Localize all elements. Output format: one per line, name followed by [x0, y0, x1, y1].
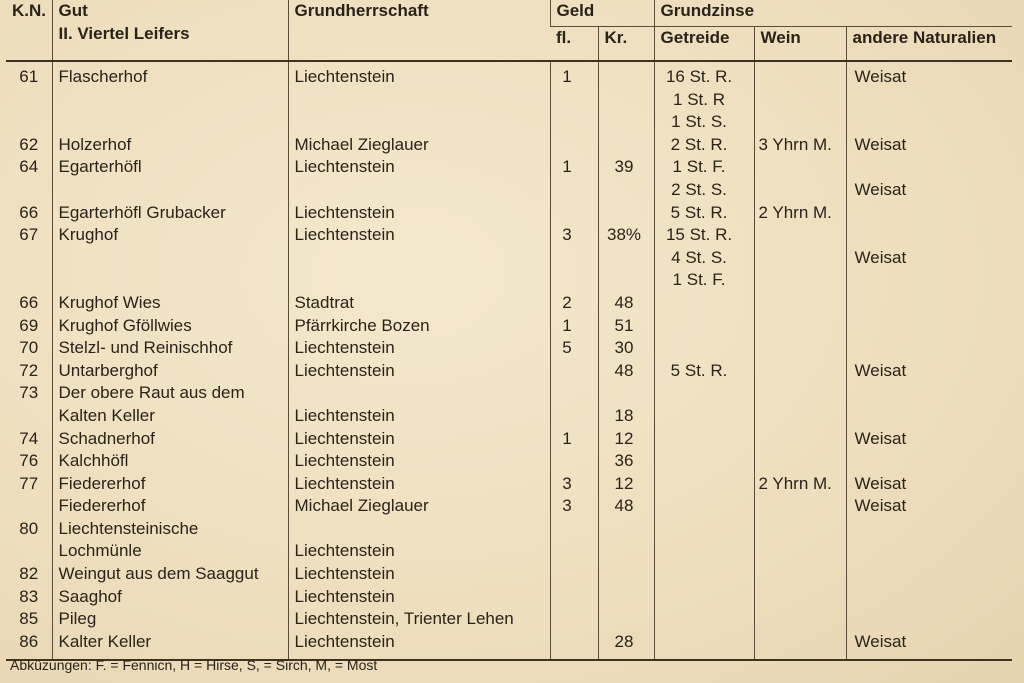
- cell-fl: [550, 608, 598, 631]
- cell-gut: Lochmünle: [52, 540, 288, 563]
- cell-gut: Saaghof: [52, 586, 288, 609]
- cell-wein: [754, 337, 846, 360]
- header-grundherrschaft: Grundherrschaft: [288, 0, 550, 61]
- cell-getreide: 1 St. S.: [654, 111, 754, 134]
- cell-kr: [598, 269, 654, 292]
- cell-fl: 1: [550, 156, 598, 179]
- cell-fl: 1: [550, 315, 598, 338]
- table-row: [6, 337, 1012, 360]
- cell-kr: 48: [598, 495, 654, 518]
- cell-kn: 72: [19, 360, 39, 380]
- cell-naturalien: [846, 382, 1012, 405]
- cell-wein: [754, 540, 846, 563]
- table-row: [6, 382, 1012, 405]
- cell-wein: 2 Yhrn M.: [754, 202, 846, 225]
- cell-fl: [550, 518, 598, 541]
- cell-getreide: 2 St. S.: [654, 179, 754, 202]
- cell-wein: [754, 292, 846, 315]
- cell-kr: 28: [598, 631, 654, 661]
- cell-grundherrschaft: Pfärrkirche Bozen: [288, 315, 550, 338]
- table-row: [6, 269, 1012, 292]
- cell-gut: Schadnerhof: [52, 428, 288, 451]
- cell-kn: 67: [19, 225, 39, 245]
- cell-kn: 66: [19, 292, 39, 312]
- cell-wein: [754, 89, 846, 112]
- table-row: [6, 450, 1012, 473]
- cell-getreide: [654, 382, 754, 405]
- cell-grundherrschaft: Liechtenstein: [288, 450, 550, 473]
- cell-kr: [598, 540, 654, 563]
- cell-grundherrschaft: Michael Zieglauer: [288, 495, 550, 518]
- cell-gut: Fiedererhof: [52, 495, 288, 518]
- cell-kr: [598, 563, 654, 586]
- cell-grundherrschaft: [288, 89, 550, 112]
- cell-naturalien: [846, 518, 1012, 541]
- cell-kr: [598, 111, 654, 134]
- cell-kr: 18: [598, 405, 654, 428]
- cell-wein: [754, 224, 846, 247]
- cell-wein: [754, 405, 846, 428]
- cell-wein: [754, 247, 846, 270]
- table-row: [6, 631, 1012, 661]
- cell-fl: 1: [550, 428, 598, 451]
- cell-naturalien: [846, 111, 1012, 134]
- cell-gut: [52, 89, 288, 112]
- cell-getreide: [654, 450, 754, 473]
- cell-naturalien: [846, 563, 1012, 586]
- cell-kn: [6, 179, 52, 202]
- cell-grundherrschaft: [288, 382, 550, 405]
- cell-naturalien: Weisat: [846, 134, 1012, 157]
- table-row: [6, 134, 1012, 157]
- table-row: [6, 360, 1012, 383]
- cell-kn: 66: [19, 202, 39, 222]
- cell-fl: 1: [550, 61, 598, 89]
- header-kn: K.N.: [6, 0, 52, 61]
- cell-gut: Flascherhof: [52, 61, 288, 89]
- cell-grundherrschaft: Liechtenstein: [288, 540, 550, 563]
- table-row: [6, 518, 1012, 541]
- cell-getreide: [654, 405, 754, 428]
- cell-wein: [754, 315, 846, 338]
- cell-naturalien: Weisat: [846, 360, 1012, 383]
- table-row: [6, 315, 1012, 338]
- cell-kr: 51: [598, 315, 654, 338]
- cell-getreide: [654, 292, 754, 315]
- cell-wein: [754, 382, 846, 405]
- cell-kn: [6, 111, 52, 134]
- cell-naturalien: Weisat: [846, 61, 1012, 89]
- cell-grundherrschaft: Liechtenstein: [288, 156, 550, 179]
- cell-gut: Pileg: [52, 608, 288, 631]
- table-row: [6, 292, 1012, 315]
- cell-naturalien: Weisat: [846, 179, 1012, 202]
- cell-kr: 36: [598, 450, 654, 473]
- cell-wein: [754, 428, 846, 451]
- cell-grundherrschaft: Liechtenstein: [288, 224, 550, 247]
- footnote-abbreviations: Abküzungen: F. = Fennicn, H = Hirse, S, = Sirch, M, = Most: [10, 657, 378, 673]
- cell-getreide: [654, 608, 754, 631]
- table-row: [6, 89, 1012, 112]
- cell-gut: Fiedererhof: [52, 473, 288, 496]
- cell-gut: Untarberghof: [52, 360, 288, 383]
- cell-gut: Egarterhöfl: [52, 156, 288, 179]
- header-gut-line1: Gut: [58, 1, 88, 20]
- cell-kn: 83: [19, 586, 39, 606]
- table-row: [6, 247, 1012, 270]
- cell-wein: [754, 269, 846, 292]
- cell-gut: Krughof Gföllwies: [52, 315, 288, 338]
- cell-naturalien: Weisat: [846, 495, 1012, 518]
- header-gut: [52, 0, 288, 61]
- cell-naturalien: Weisat: [846, 428, 1012, 451]
- cell-grundherrschaft: Liechtenstein, Trienter Lehen: [288, 608, 550, 631]
- cell-gut: [52, 179, 288, 202]
- cell-naturalien: [846, 608, 1012, 631]
- cell-getreide: [654, 337, 754, 360]
- cell-fl: [550, 111, 598, 134]
- cell-wein: [754, 495, 846, 518]
- cell-naturalien: [846, 337, 1012, 360]
- cell-naturalien: [846, 269, 1012, 292]
- table-row: [6, 156, 1012, 179]
- cell-naturalien: [846, 202, 1012, 225]
- cell-kr: 39: [598, 156, 654, 179]
- cell-kr: [598, 89, 654, 112]
- cell-kn: 70: [19, 338, 39, 358]
- table-body: [6, 61, 1012, 660]
- cell-naturalien: [846, 450, 1012, 473]
- cell-grundherrschaft: Liechtenstein: [288, 337, 550, 360]
- cell-fl: [550, 586, 598, 609]
- cell-getreide: [654, 563, 754, 586]
- cell-fl: [550, 269, 598, 292]
- cell-kr: [598, 382, 654, 405]
- header-grundzinse: Grundzinse: [654, 0, 1012, 27]
- cell-kr: 12: [598, 428, 654, 451]
- cell-kr: 30: [598, 337, 654, 360]
- cell-fl: [550, 540, 598, 563]
- header-wein: Wein: [754, 27, 846, 62]
- cell-getreide: 15 St. R.: [654, 224, 754, 247]
- cell-naturalien: [846, 224, 1012, 247]
- cell-kn: 74: [19, 428, 39, 448]
- cell-gut: [52, 269, 288, 292]
- cell-fl: 3: [550, 495, 598, 518]
- cell-grundherrschaft: [288, 247, 550, 270]
- cell-wein: [754, 61, 846, 89]
- cell-naturalien: [846, 89, 1012, 112]
- cell-kn: 85: [19, 609, 39, 629]
- cell-kn: [6, 495, 52, 518]
- header-gut-line2: II. Viertel Leifers: [58, 23, 190, 43]
- cell-grundherrschaft: Liechtenstein: [288, 405, 550, 428]
- cell-grundherrschaft: [288, 111, 550, 134]
- cell-wein: 2 Yhrn M.: [754, 473, 846, 496]
- header-geld: Geld: [550, 0, 654, 27]
- cell-fl: [550, 179, 598, 202]
- cell-gut: Kalten Keller: [52, 405, 288, 428]
- cell-gut: Stelzl- und Reinischhof: [52, 337, 288, 360]
- cell-grundherrschaft: Liechtenstein: [288, 473, 550, 496]
- cell-fl: [550, 89, 598, 112]
- table-row: [6, 61, 1012, 89]
- cell-kn: [6, 405, 52, 428]
- cell-getreide: 16 St. R.: [654, 61, 754, 89]
- cell-kn: 77: [19, 473, 39, 493]
- cell-fl: 2: [550, 292, 598, 315]
- cell-fl: [550, 405, 598, 428]
- cell-kn: [6, 247, 52, 270]
- cell-getreide: [654, 315, 754, 338]
- cell-kn: [6, 540, 52, 563]
- cell-grundherrschaft: Liechtenstein: [288, 428, 550, 451]
- cell-naturalien: [846, 586, 1012, 609]
- table-row: [6, 473, 1012, 496]
- table-row: [6, 224, 1012, 247]
- cell-kn: 82: [19, 564, 39, 584]
- cell-getreide: [654, 540, 754, 563]
- cell-grundherrschaft: Liechtenstein: [288, 202, 550, 225]
- cell-kr: [598, 518, 654, 541]
- cell-kn: [6, 269, 52, 292]
- cell-getreide: [654, 428, 754, 451]
- cell-wein: [754, 156, 846, 179]
- table-row: [6, 111, 1012, 134]
- cell-kr: 12: [598, 473, 654, 496]
- cell-grundherrschaft: Liechtenstein: [288, 61, 550, 89]
- cell-kn: 64: [19, 157, 39, 177]
- cell-fl: [550, 382, 598, 405]
- cell-kn: 61: [19, 67, 39, 86]
- cell-grundherrschaft: Liechtenstein: [288, 563, 550, 586]
- cell-wein: [754, 179, 846, 202]
- cell-wein: [754, 608, 846, 631]
- cell-kn: 80: [19, 518, 39, 538]
- table-row: [6, 586, 1012, 609]
- cell-gut: Weingut aus dem Saaggut: [52, 563, 288, 586]
- cell-kn: [6, 89, 52, 112]
- cell-gut: Holzerhof: [52, 134, 288, 157]
- cell-gut: Liechtensteinische: [52, 518, 288, 541]
- table-row: [6, 179, 1012, 202]
- cell-kr: [598, 247, 654, 270]
- cell-grundherrschaft: [288, 179, 550, 202]
- cell-getreide: [654, 631, 754, 661]
- cell-gut: Krughof: [52, 224, 288, 247]
- cell-kr: [598, 608, 654, 631]
- table-row: [6, 540, 1012, 563]
- cell-gut: Kalter Keller: [52, 631, 288, 661]
- cell-wein: [754, 631, 846, 661]
- cell-gut: Kalchhöfl: [52, 450, 288, 473]
- cell-grundherrschaft: [288, 269, 550, 292]
- cell-fl: [550, 631, 598, 661]
- cell-grundherrschaft: Michael Zieglauer: [288, 134, 550, 157]
- cell-naturalien: Weisat: [846, 631, 1012, 661]
- cell-kn: 62: [19, 134, 39, 154]
- cell-gut: [52, 111, 288, 134]
- cell-kn: 86: [6, 631, 52, 661]
- cell-kr: 48: [598, 292, 654, 315]
- cell-naturalien: Weisat: [846, 247, 1012, 270]
- cell-kr: 38%: [598, 224, 654, 247]
- cell-fl: [550, 450, 598, 473]
- cell-grundherrschaft: [288, 518, 550, 541]
- cell-naturalien: [846, 405, 1012, 428]
- cell-fl: [550, 202, 598, 225]
- cell-getreide: [654, 473, 754, 496]
- cell-grundherrschaft: Liechtenstein: [288, 631, 550, 661]
- cell-getreide: 1 St. F.: [654, 269, 754, 292]
- header-fl: fl.: [550, 27, 598, 62]
- cell-naturalien: [846, 315, 1012, 338]
- cell-gut: Krughof Wies: [52, 292, 288, 315]
- cell-fl: [550, 563, 598, 586]
- cell-gut: [52, 247, 288, 270]
- cell-kr: [598, 179, 654, 202]
- cell-getreide: 5 St. R.: [654, 202, 754, 225]
- cell-getreide: 4 St. S.: [654, 247, 754, 270]
- cell-kr: [598, 586, 654, 609]
- cell-fl: [550, 247, 598, 270]
- cell-wein: 3 Yhrn M.: [754, 134, 846, 157]
- table-row: [6, 405, 1012, 428]
- cell-grundherrschaft: Stadtrat: [288, 292, 550, 315]
- cell-kr: [598, 202, 654, 225]
- cell-wein: [754, 586, 846, 609]
- cell-grundherrschaft: Liechtenstein: [288, 360, 550, 383]
- cell-gut: Der obere Raut aus dem: [52, 382, 288, 405]
- cell-getreide: 1 St. R: [654, 89, 754, 112]
- cell-getreide: 5 St. R.: [654, 360, 754, 383]
- cell-naturalien: [846, 156, 1012, 179]
- cell-getreide: 2 St. R.: [654, 134, 754, 157]
- cell-gut: Egarterhöfl Grubacker: [52, 202, 288, 225]
- table-row: [6, 563, 1012, 586]
- cell-getreide: 1 St. F.: [654, 156, 754, 179]
- cell-wein: [754, 450, 846, 473]
- cell-wein: [754, 111, 846, 134]
- cell-kr: 48: [598, 360, 654, 383]
- cell-grundherrschaft: Liechtenstein: [288, 586, 550, 609]
- cell-fl: 3: [550, 473, 598, 496]
- cell-wein: [754, 360, 846, 383]
- cell-kn: 73: [19, 383, 39, 403]
- cell-fl: 3: [550, 224, 598, 247]
- cell-naturalien: [846, 540, 1012, 563]
- cell-kn: 69: [19, 315, 39, 335]
- header-naturalien: andere Naturalien: [846, 27, 1012, 62]
- table-row: [6, 608, 1012, 631]
- table-row: [6, 202, 1012, 225]
- cell-kr: [598, 134, 654, 157]
- cell-naturalien: Weisat: [846, 473, 1012, 496]
- cell-kr: [598, 61, 654, 89]
- grundzinse-table: [6, 0, 1012, 661]
- cell-kn: 76: [19, 451, 39, 471]
- table-row: [6, 428, 1012, 451]
- cell-wein: [754, 518, 846, 541]
- cell-getreide: [654, 495, 754, 518]
- cell-naturalien: [846, 292, 1012, 315]
- cell-fl: [550, 360, 598, 383]
- cell-wein: [754, 563, 846, 586]
- table-row: [6, 495, 1012, 518]
- cell-getreide: [654, 518, 754, 541]
- cell-getreide: [654, 586, 754, 609]
- cell-fl: [550, 134, 598, 157]
- cell-fl: 5: [550, 337, 598, 360]
- header-getreide: Getreide: [654, 27, 754, 62]
- header-kr: Kr.: [598, 27, 654, 62]
